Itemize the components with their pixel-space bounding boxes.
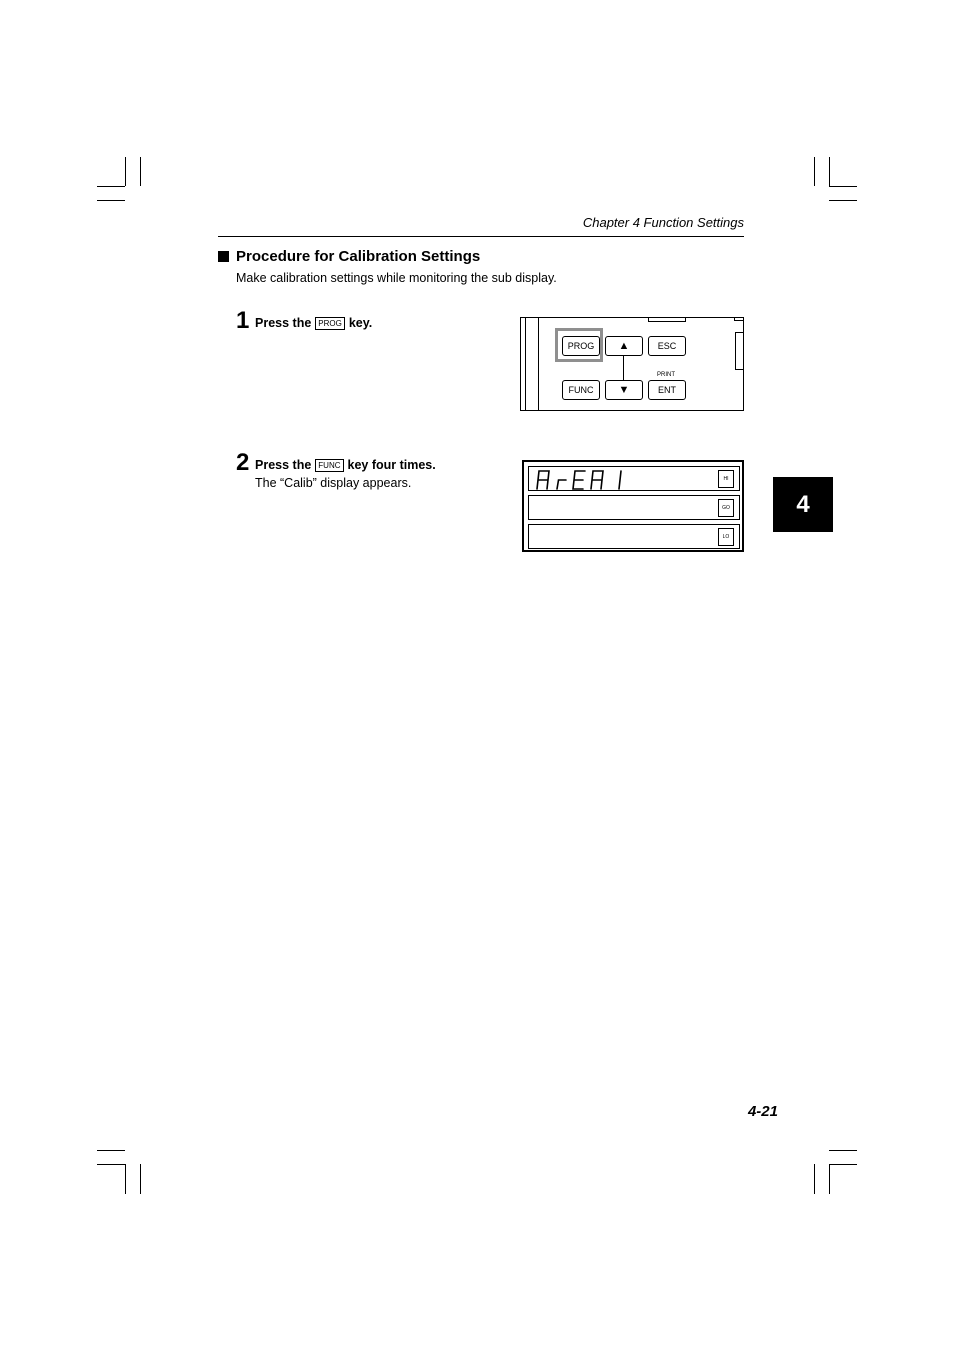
- prog-button[interactable]: PROG: [562, 336, 600, 356]
- lo-lamp: LO: [718, 528, 734, 546]
- crop-mark: [97, 200, 125, 201]
- step-2-text: [255, 458, 436, 472]
- display-panel: [522, 460, 744, 552]
- sub-display-row: [528, 524, 740, 549]
- esc-button[interactable]: ESC: [648, 336, 686, 356]
- main-display-row: [528, 466, 740, 491]
- step-2-number: 2: [236, 449, 250, 476]
- panel-tab: [648, 317, 686, 322]
- func-button[interactable]: FUNC: [562, 380, 600, 400]
- prog-keycap: PROG: [315, 317, 345, 330]
- chapter-tab: 4: [773, 477, 833, 532]
- up-button[interactable]: ▲: [605, 336, 643, 356]
- section-title-text: Procedure for Calibration Settings: [236, 248, 481, 265]
- func-keycap: FUNC: [315, 459, 343, 472]
- up-down-link: [623, 356, 624, 383]
- crop-mark: [125, 157, 126, 186]
- sub-display-row: [528, 495, 740, 520]
- step-2-suffix: key four times.: [347, 458, 436, 472]
- crop-mark: [829, 1150, 857, 1151]
- keypad-panel: [520, 317, 744, 411]
- crop-mark: [829, 157, 830, 186]
- go-lamp: GO: [718, 499, 734, 517]
- crop-mark: [829, 1164, 830, 1194]
- section-title: [218, 248, 480, 265]
- section-intro: Make calibration settings while monitoring the sub display.: [236, 271, 557, 285]
- step-1-number: 1: [236, 307, 250, 334]
- crop-mark: [140, 157, 141, 186]
- step-1-suffix: key.: [348, 316, 373, 330]
- crop-mark: [125, 1164, 126, 1194]
- panel-side-tab: [735, 332, 744, 370]
- crop-mark: [829, 186, 857, 187]
- print-label: PRINT: [657, 372, 675, 378]
- ent-button[interactable]: ENT: [648, 380, 686, 400]
- step-2-note: The “Calib” display appears.: [255, 476, 412, 490]
- down-button[interactable]: ▼: [605, 380, 643, 400]
- crop-mark: [97, 186, 125, 187]
- crop-mark: [97, 1150, 125, 1151]
- crop-mark: [97, 1164, 125, 1165]
- crop-mark: [140, 1164, 141, 1194]
- crop-mark: [814, 1164, 815, 1194]
- step-2-prefix: Press the: [255, 458, 312, 472]
- panel-edge: [525, 318, 526, 410]
- page-number: 4-21: [747, 1103, 778, 1120]
- header-rule: [218, 236, 744, 237]
- chapter-header: Chapter 4 Function Settings: [582, 215, 744, 230]
- hi-lamp: HI: [718, 470, 734, 488]
- segment-readout: [533, 468, 653, 491]
- crop-mark: [829, 1164, 857, 1165]
- square-bullet-icon: [218, 251, 229, 262]
- crop-mark: [814, 157, 815, 186]
- panel-tab: [734, 317, 744, 321]
- panel-edge: [538, 318, 539, 410]
- crop-mark: [829, 200, 857, 201]
- step-1-prefix: Press the: [255, 316, 312, 330]
- step-1-text: [255, 316, 372, 330]
